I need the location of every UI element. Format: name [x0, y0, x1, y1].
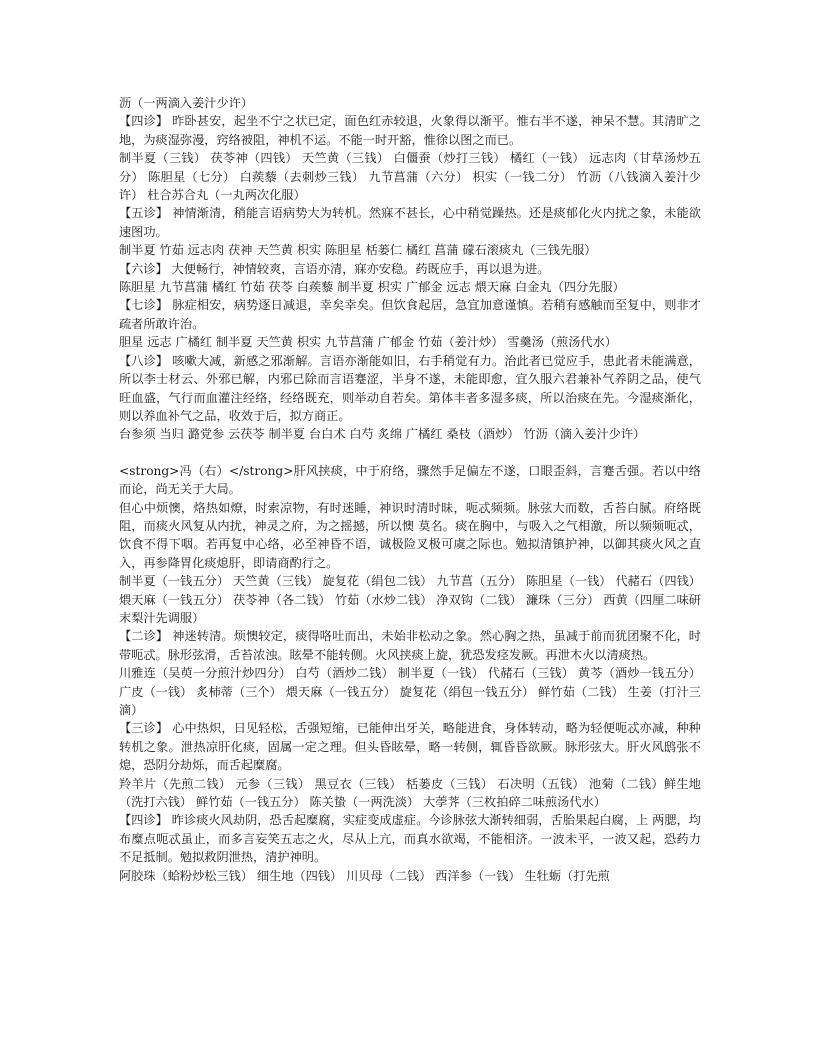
consultation-note: 【二诊】 神迷转清。烦懊较定，痰得咯吐而出，未始非松动之象。然心胸之热，虽减于前而犹团聚不化，时带呃忒。脉形弦滑，舌苔浓浊。眩晕不能转侧。火风挟痰上旋，犹恐发痉发厥。再泄木火以清痰热。: [119, 629, 701, 662]
prescription: 川雅连（吴萸一分煎汁炒四分） 白芍（酒炒二钱） 制半夏（一钱） 代赭石（三钱） 黄芩（酒炒一钱五分） 广皮（一钱） 炙柿蒂（三个） 煨天麻（一钱五分） 旋复花（绢包一钱五分） 鲜竹茹（二钱） 生姜（打汁三滴）: [119, 666, 701, 717]
prescription: 胆星 远志 广橘红 制半夏 天竺黄 枳实 九节菖蒲 广郁金 竹茹（姜汁炒） 雪羹汤（煎汤代水）: [119, 335, 617, 350]
consultation-note: 【八诊】 咳嗽大减，新感之邪渐解。言语亦渐能如旧，右手稍觉有力。治此者已觉应手，患此者未能满意，所以李士材云、外邪已解，内邪已除而言语蹇涩，半身不遂，未能即愈，宜久服六君兼补气养阴之品，使气旺血盛，气行而血灌注经络，经络既充，则举动自若矣。第体丰者多湿多痰，所以治痰在先。今湿痰渐化，则以养血补气之品，收效于后，拟方商正。: [119, 353, 701, 423]
prescription: 制半夏（一钱五分） 天竺黄（三钱） 旋复花（绢包二钱） 九节菖（五分） 陈胆星（一钱） 代赭石（四钱）煨天麻（一钱五分） 茯苓神（各二钱） 竹茹（水炒二钱） 净双钩（二钱） 濂珠（三分） 西黄（四厘二味研末梨汁先调服）: [119, 574, 701, 625]
case-section-2: [119, 462, 701, 885]
section-gap: [119, 444, 701, 462]
case-heading: <strong>冯（右）</strong>肝风挟痰，中于府络，骤然手足偏左不遂，口眼歪斜，言蹇舌强。若以中络而论，尚无关于大局。: [119, 463, 701, 497]
text-line: 沥（一两滴入姜汁少许）: [119, 96, 254, 110]
prescription: 制半夏（三钱） 茯苓神（四钱） 天竺黄（三钱） 白僵蚕（炒打三钱） 橘红（一钱） 远志肉（甘草汤炒五分） 陈胆星（七分） 白蒺藜（去刺炒三钱） 九节菖蒲（六分） 枳实（一钱二分） 竹沥（八钱滴入姜汁少许） 杜合苏合丸（一丸两次化服）: [119, 151, 701, 203]
case-section-1: [119, 94, 701, 444]
prescription: 制半夏 竹茹 远志肉 茯神 天竺黄 枳实 陈胆星 栝蒌仁 橘红 菖蒲 礞石滚痰丸（三钱先服）: [119, 243, 597, 258]
consultation-note: 【五诊】 神情渐清，稍能言语病势大为转机。然寐不甚长，心中稍觉躁热。还是痰郁化火内扰之象，未能欲速图功。: [119, 206, 701, 239]
consultation-note: 【三诊】 心中热炽，日见轻松，舌强短缩，已能伸出牙关，略能进食，身体转动，略为轻便呃忒亦减，种种转机之象。泄热凉肝化痰，固属一定之理。但头昏眩晕，略一转侧，辄昏昏欲厥。脉形弦大。肝火风鸱张不熄，恐阴分劫烁，而舌起糜腐。: [119, 721, 701, 773]
consultation-note: 【四诊】 昨诊痰火风劫阴，恐舌起糜腐，实症变成虚症。今诊脉弦大渐转细弱，舌胎果起白腐，上 两腮，均布糜点呃忒虽止，而多言妄笑五志之火，尽从上亢，而真水欲竭，不能相济。一波未平，一波又起，恐药力不足抵制。勉拟救阴泄热，清护神明。: [119, 813, 701, 865]
consultation-note: 【七诊】 脉症相安，病势逐日减退，幸矣幸矣。但饮食起居，急宜加意谨慎。若稍有感触而至复中，则非才疏者所敢许治。: [119, 298, 701, 331]
prescription: 阿胶珠（蛤粉炒松三钱） 细生地（四钱） 川贝母（二钱） 西洋参（一钱） 生牡蛎（打先煎: [119, 868, 610, 883]
consultation-note: 【六诊】 大便畅行，神情较爽，言语亦清，寐亦安稳。药既应手，再以退为进。: [119, 261, 550, 276]
document-page: [119, 94, 701, 885]
prescription: 台参须 当归 潞党参 云茯苓 制半夏 台白术 白芍 炙绵 广橘红 桑枝（酒炒） 竹沥（滴入姜汁少许）: [119, 427, 646, 442]
case-description: 但心中烦懊，烙热如燎，时索凉物，有时迷睡，神识时清时昧，呃忒频频。脉弦大而数，舌苔白腻。府络既阻，而痰火风复从内扰，神灵之府，为之摇撼，所以懊 莫名。痰在胸中，与吸入之气相激，所以频频呃忒，饮食不得下咽。若再复中心络，必至神昏不语，诚极险叉极可虞之际也。勉拟清镇护神，以御其痰火风之直入，再参降胃化痰熄肝，即请商酌行之。: [119, 500, 701, 570]
prescription: 陈胆星 九节菖蒲 橘红 竹茹 茯苓 白蒺藜 制半夏 枳实 广郁金 远志 煨天麻 白金丸（四分先服）: [119, 280, 625, 295]
prescription: 羚羊片（先煎二钱） 元参（三钱） 黑豆衣（三钱） 栝蒌皮（三钱） 石决明（五钱） 池菊（二钱）鲜生地（洗打六钱） 鲜竹茹（一钱五分） 陈关蛰（一两洗淡） 大荸荠（三枚拍碎二味煎汤代水）: [119, 776, 701, 810]
consultation-note: 【四诊】 昨卧甚安，起坐不宁之状已定，面色红赤较退，火象得以渐平。惟右半不遂，神呆不慧。其清旷之地，为痰湿弥漫，窍络被阻，神机不运。不能一时开豁，惟徐以图之而已。: [119, 114, 701, 147]
